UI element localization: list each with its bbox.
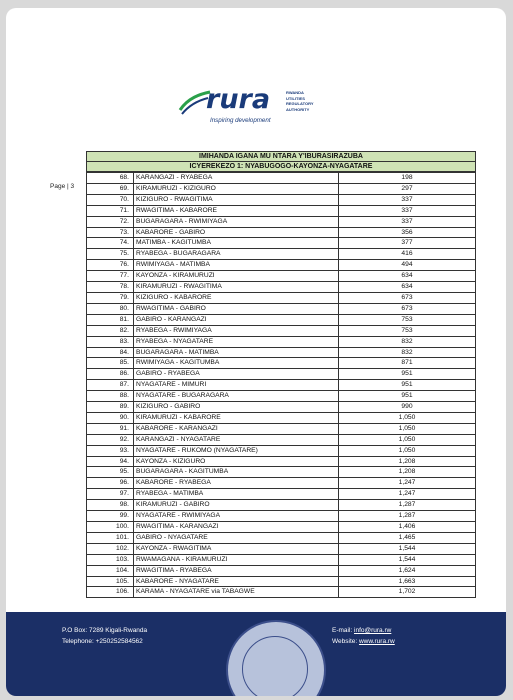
table-row — [87, 380, 476, 391]
table-row — [87, 314, 476, 325]
telephone: Telephone: +250252584562 — [62, 638, 143, 645]
table-row — [87, 205, 476, 216]
row-number: 76. — [87, 260, 134, 271]
route-table — [86, 172, 476, 598]
table-row — [87, 467, 476, 478]
table-row — [87, 423, 476, 434]
table-row — [87, 292, 476, 303]
table-row — [87, 282, 476, 293]
distance-cell: 1,663 — [339, 576, 476, 587]
distance-cell: 1,287 — [339, 500, 476, 511]
page-number: Page | 3 — [50, 183, 75, 190]
distance-cell: 871 — [339, 358, 476, 369]
row-number: 72. — [87, 216, 134, 227]
logo-authority-text: RWANDA UTILITIES REGULATORY AUTHORITY — [286, 90, 314, 112]
logo-wordmark: rura — [206, 84, 271, 115]
route-cell: RWAGITIMA - RYABEGA — [134, 565, 339, 576]
row-number: 95. — [87, 467, 134, 478]
distance-cell: 337 — [339, 205, 476, 216]
route-cell: KIZIGURO - RWAGITIMA — [134, 194, 339, 205]
table-row — [87, 565, 476, 576]
distance-cell: 673 — [339, 303, 476, 314]
row-number: 83. — [87, 336, 134, 347]
distance-cell: 832 — [339, 347, 476, 358]
table-title: IMIHANDA IGANA MU NTARA Y'IBURASIRAZUBA — [86, 151, 476, 162]
row-number: 89. — [87, 402, 134, 413]
route-cell: GABIRO - KARANGAZI — [134, 314, 339, 325]
route-cell: NYAGATARE - RUKOMO (NYAGATARE) — [134, 445, 339, 456]
route-cell: RYABEGA - RWIMIYAGA — [134, 325, 339, 336]
row-number: 70. — [87, 194, 134, 205]
table-row — [87, 347, 476, 358]
distance-cell: 1,247 — [339, 489, 476, 500]
row-number: 68. — [87, 173, 134, 184]
distance-cell: 337 — [339, 194, 476, 205]
route-cell: BUGARAGARA - RWIMIYAGA — [134, 216, 339, 227]
route-cell: KIRAMURUZI - KABARORE — [134, 412, 339, 423]
distance-cell: 1,208 — [339, 456, 476, 467]
distance-cell: 1,544 — [339, 543, 476, 554]
row-number: 81. — [87, 314, 134, 325]
row-number: 98. — [87, 500, 134, 511]
row-number: 82. — [87, 325, 134, 336]
row-number: 74. — [87, 238, 134, 249]
row-number: 104. — [87, 565, 134, 576]
distance-cell: 1,247 — [339, 478, 476, 489]
route-cell: KABARORE - KARANGAZI — [134, 423, 339, 434]
row-number: 86. — [87, 369, 134, 380]
row-number: 96. — [87, 478, 134, 489]
row-number: 93. — [87, 445, 134, 456]
row-number: 105. — [87, 576, 134, 587]
route-cell: KAYONZA - RWAGITIMA — [134, 543, 339, 554]
route-cell: RYABEGA - BUGARAGARA — [134, 249, 339, 260]
row-number: 79. — [87, 292, 134, 303]
route-cell: RWAGITIMA - KARANGAZI — [134, 522, 339, 533]
table-row — [87, 303, 476, 314]
route-cell: RWAMAGANA - KIRAMURUZI — [134, 554, 339, 565]
table-row — [87, 489, 476, 500]
distance-cell: 634 — [339, 282, 476, 293]
row-number: 94. — [87, 456, 134, 467]
route-cell: GABIRO - RYABEGA — [134, 369, 339, 380]
table-row — [87, 511, 476, 522]
table-row — [87, 369, 476, 380]
table-row — [87, 391, 476, 402]
distance-cell: 1,287 — [339, 511, 476, 522]
route-cell: KABARORE - NYAGATARE — [134, 576, 339, 587]
distance-cell: 356 — [339, 227, 476, 238]
distance-cell: 1,624 — [339, 565, 476, 576]
email-line: E-mail: info@rura.rw — [332, 627, 392, 634]
row-number: 71. — [87, 205, 134, 216]
route-cell: NYAGATARE - BUGARAGARA — [134, 391, 339, 402]
website-link[interactable]: www.rura.rw — [358, 638, 395, 645]
table-row — [87, 532, 476, 543]
distance-cell: 951 — [339, 369, 476, 380]
route-cell: RWIMIYAGA - MATIMBA — [134, 260, 339, 271]
row-number: 99. — [87, 511, 134, 522]
route-cell: NYAGATARE - MIMURI — [134, 380, 339, 391]
route-cell: KIRAMURUZI - GABIRO — [134, 500, 339, 511]
table-row — [87, 587, 476, 598]
table-row — [87, 260, 476, 271]
distance-cell: 673 — [339, 292, 476, 303]
route-cell: RWIMIYAGA - KAGITUMBA — [134, 358, 339, 369]
table-row — [87, 434, 476, 445]
distance-cell: 1,050 — [339, 434, 476, 445]
distance-cell: 1,406 — [339, 522, 476, 533]
distance-cell: 416 — [339, 249, 476, 260]
row-number: 85. — [87, 358, 134, 369]
footer-contact — [62, 625, 147, 647]
row-number: 77. — [87, 271, 134, 282]
route-cell: BUGARAGARA - MATIMBA — [134, 347, 339, 358]
table-row — [87, 358, 476, 369]
table-row — [87, 238, 476, 249]
table-row — [87, 227, 476, 238]
distance-cell: 337 — [339, 216, 476, 227]
table-subtitle: ICYEREKEZO 1: NYABUGOGO-KAYONZA-NYAGATARE — [86, 162, 476, 172]
route-cell: GABIRO - NYAGATARE — [134, 532, 339, 543]
route-cell: RYABEGA - NYAGATARE — [134, 336, 339, 347]
table-row — [87, 249, 476, 260]
distance-cell: 377 — [339, 238, 476, 249]
table-row — [87, 271, 476, 282]
distance-cell: 494 — [339, 260, 476, 271]
table-row — [87, 325, 476, 336]
distance-cell: 297 — [339, 183, 476, 194]
route-cell: RYABEGA - MATIMBA — [134, 489, 339, 500]
table-row — [87, 543, 476, 554]
table-row — [87, 183, 476, 194]
route-cell: KAYONZA - KIRAMURUZI — [134, 271, 339, 282]
row-number: 92. — [87, 434, 134, 445]
row-number: 90. — [87, 412, 134, 423]
route-cell: KABARORE - GABIRO — [134, 227, 339, 238]
route-cell: KARANGAZI - NYAGATARE — [134, 434, 339, 445]
row-number: 101. — [87, 532, 134, 543]
table-row — [87, 402, 476, 413]
route-cell: KIRAMURUZI - RWAGITIMA — [134, 282, 339, 293]
route-cell: KARAMA - NYAGATARE via TABAGWE — [134, 587, 339, 598]
po-box: P.O Box: 7289 Kigali-Rwanda — [62, 627, 148, 634]
table-row — [87, 173, 476, 184]
row-number: 106. — [87, 587, 134, 598]
distance-cell: 1,050 — [339, 412, 476, 423]
distance-cell: 1,208 — [339, 467, 476, 478]
website-line: Website: www.rura.rw — [332, 638, 395, 645]
route-cell: KIZIGURO - KABARORE — [134, 292, 339, 303]
table-row — [87, 216, 476, 227]
fare-table — [86, 151, 476, 598]
email-link[interactable]: info@rura.rw — [354, 627, 392, 634]
route-cell: KAYONZA - KIZIGURO — [134, 456, 339, 467]
distance-cell: 1,544 — [339, 554, 476, 565]
route-cell: BUGARAGARA - KAGITUMBA — [134, 467, 339, 478]
route-cell: RWAGITIMA - KABARORE — [134, 205, 339, 216]
row-number: 69. — [87, 183, 134, 194]
table-row — [87, 522, 476, 533]
row-number: 80. — [87, 303, 134, 314]
distance-cell: 753 — [339, 314, 476, 325]
rura-logo — [178, 84, 338, 130]
route-cell: NYAGATARE - RWIMIYAGA — [134, 511, 339, 522]
distance-cell: 1,050 — [339, 423, 476, 434]
row-number: 78. — [87, 282, 134, 293]
document-page — [6, 8, 506, 696]
row-number: 91. — [87, 423, 134, 434]
distance-cell: 634 — [339, 271, 476, 282]
route-cell: KIRAMURUZI - KIZIGURO — [134, 183, 339, 194]
table-row — [87, 412, 476, 423]
row-number: 102. — [87, 543, 134, 554]
distance-cell: 753 — [339, 325, 476, 336]
row-number: 103. — [87, 554, 134, 565]
logo-tagline: Inspiring development — [210, 117, 271, 124]
distance-cell: 1,050 — [339, 445, 476, 456]
table-row — [87, 336, 476, 347]
distance-cell: 198 — [339, 173, 476, 184]
route-cell: KARANGAZI - RYABEGA — [134, 173, 339, 184]
distance-cell: 951 — [339, 380, 476, 391]
table-row — [87, 445, 476, 456]
distance-cell: 1,465 — [339, 532, 476, 543]
row-number: 100. — [87, 522, 134, 533]
route-cell: KIZIGURO - GABIRO — [134, 402, 339, 413]
route-cell: KABARORE - RYABEGA — [134, 478, 339, 489]
distance-cell: 990 — [339, 402, 476, 413]
route-cell: MATIMBA - KAGITUMBA — [134, 238, 339, 249]
distance-cell: 832 — [339, 336, 476, 347]
distance-cell: 1,702 — [339, 587, 476, 598]
table-row — [87, 500, 476, 511]
route-cell: RWAGITIMA - GABIRO — [134, 303, 339, 314]
table-row — [87, 456, 476, 467]
table-row — [87, 576, 476, 587]
table-row — [87, 478, 476, 489]
distance-cell: 951 — [339, 391, 476, 402]
table-row — [87, 194, 476, 205]
row-number: 87. — [87, 380, 134, 391]
row-number: 73. — [87, 227, 134, 238]
row-number: 75. — [87, 249, 134, 260]
row-number: 97. — [87, 489, 134, 500]
row-number: 84. — [87, 347, 134, 358]
footer-online — [332, 625, 395, 647]
stamp-inner-ring — [242, 636, 308, 696]
table-row — [87, 554, 476, 565]
row-number: 88. — [87, 391, 134, 402]
